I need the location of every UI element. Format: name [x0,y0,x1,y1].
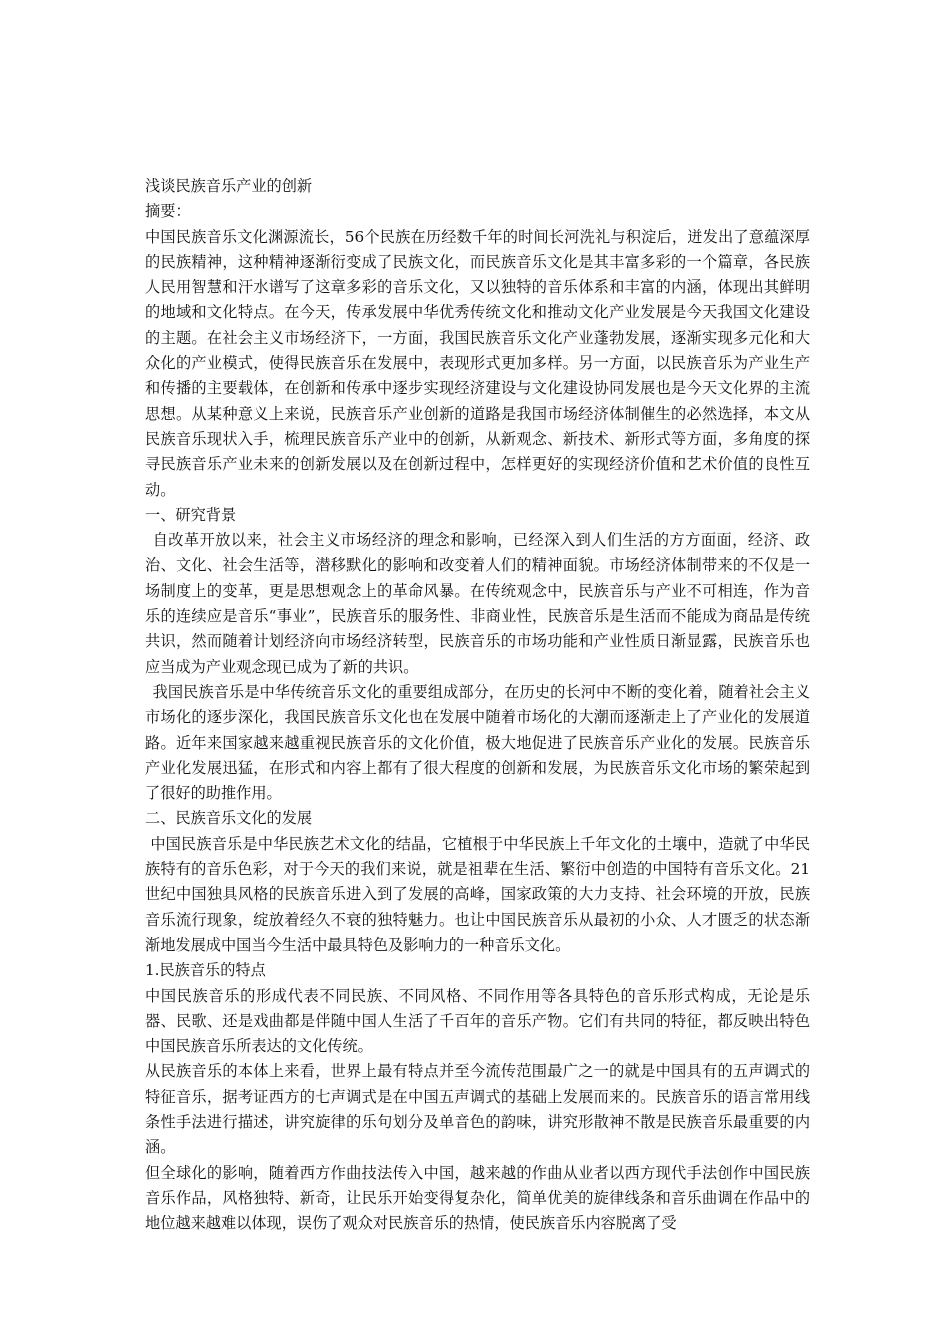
document-title: 浅谈民族音乐产业的创新 [145,177,313,195]
features-paragraph-2: 从民族音乐的本体上来看，世界上最有特点并至今流传范围最广之一的就是中国具有的五声调式的特征音乐，据考证西方的七声调式是在中国五声调式的基础上发展而来的。民族音乐的语言常用线条性手法进行描述，讲究旋律的乐句划分及单音色的韵味，讲究形散神不散是民族音乐最重要的内涵。 [145,1062,810,1157]
background-paragraph-2: 我国民族音乐是中华传统音乐文化的重要组成部分，在历史的长河中不断的变化着，随着社会主义市场化的逐步深化，我国民族音乐文化也在发展中随着市场化的大潮而逐渐走上了产业化的发展道路。近年来国家越来越重视民族音乐的文化价值，极大地促进了民族音乐产业化的发展。民族音乐产业化发展迅猛，在形式和内容上都有了很大程度的创新和发展，为民族音乐文化市场的繁荣起到了很好的助推作用。 [145,682,810,803]
features-paragraph-1: 中国民族音乐的形成代表不同民族、不同风格、不同作用等各具特色的音乐形式构成，无论是乐器、民歌、还是戏曲都是伴随中国人生活了千百年的音乐产物。它们有共同的特征，都反映出特色中国民族音乐所表达的文化传统。 [145,986,810,1056]
document-body [145,174,810,1236]
development-paragraph-1: 中国民族音乐是中华民族艺术文化的结晶，它植根于中华民族上千年文化的土壤中，造就了中华民族特有的音乐色彩，对于今天的我们来说，就是祖辈在生活、繁衍中创造的中国特有音乐文化。21世纪中国独具风格的民族音乐进入到了发展的高峰，国家政策的大力支持、社会环境的开放，民族音乐流行现象，绽放着经久不衰的独特魅力。也让中国民族音乐从最初的小众、人才匮乏的状态渐渐地发展成中国当今生活中最具特色及影响力的一种音乐文化。 [145,834,810,954]
features-paragraph-3: 但全球化的影响，随着西方作曲技法传入中国，越来越的作曲从业者以西方现代手法创作中国民族音乐作品，风格独特、新奇，让民乐开始变得复杂化，简单优美的旋律线条和音乐曲调在作品中的地位越来越难以体现，误伤了观众对民族音乐的热情，使民族音乐内容脱离了受 [145,1163,810,1233]
section-heading-background: 一、研究背景 [145,505,237,524]
section-heading-development: 二、民族音乐文化的发展 [145,809,313,828]
abstract-paragraph: 中国民族音乐文化渊源流长，56个民族在历经数千年的时间长河洗礼与积淀后，迸发出了意蕴深厚的民族精神，这种精神逐渐衍变成了民族文化，而民族音乐文化是其丰富多彩的一个篇章，各民族人民用智慧和汗水谱写了这章多彩的音乐文化，又以独特的音乐体系和丰富的内涵，体现出其鲜明的地域和文化特点。在今天，传承发展中华优秀传统文化和推动文化产业发展是今天我国文化建设的主题。在社会主义市场经济下，一方面，我国民族音乐文化产业蓬勃发展，逐渐实现多元化和大众化的产业模式，使得民族音乐在发展中，表现形式更加多样。另一方面，以民族音乐为产业生产和传播的主要载体，在创新和传承中逐步实现经济建设与文化建设协同发展也是今天文化界的主流思想。从某种意义上来说，民族音乐产业创新的道路是我国市场经济体制催生的必然选择，本文从民族音乐现状入手，梳理民族音乐产业中的创新，从新观念、新技术、新形式等方面，多角度的探寻民族音乐产业未来的创新发展以及在创新过程中，怎样更好的实现经济价值和艺术价值的良性互动。 [145,227,810,499]
subsection-heading-features: 1.民族音乐的特点 [145,961,266,980]
abstract-label: 摘要： [145,202,191,221]
background-paragraph-1: 自改革开放以来，社会主义市场经济的理念和影响，已经深入到人们生活的方方面面，经济、政治、文化、社会生活等，潜移默化的影响和改变着人们的精神面貌。市场经济体制带来的不仅是一场制度上的变革，更是思想观念上的革命风暴。在传统观念中，民族音乐与产业不可相连，作为音乐的连续应是音乐“事业”，民族音乐的服务性、非商业性，民族音乐是生活而不能成为商品是传统共识，然而随着计划经济向市场经济转型，民族音乐的市场功能和产业性质日渐显露，民族音乐也应当成为产业观念现已成为了新的共识。 [145,531,810,676]
